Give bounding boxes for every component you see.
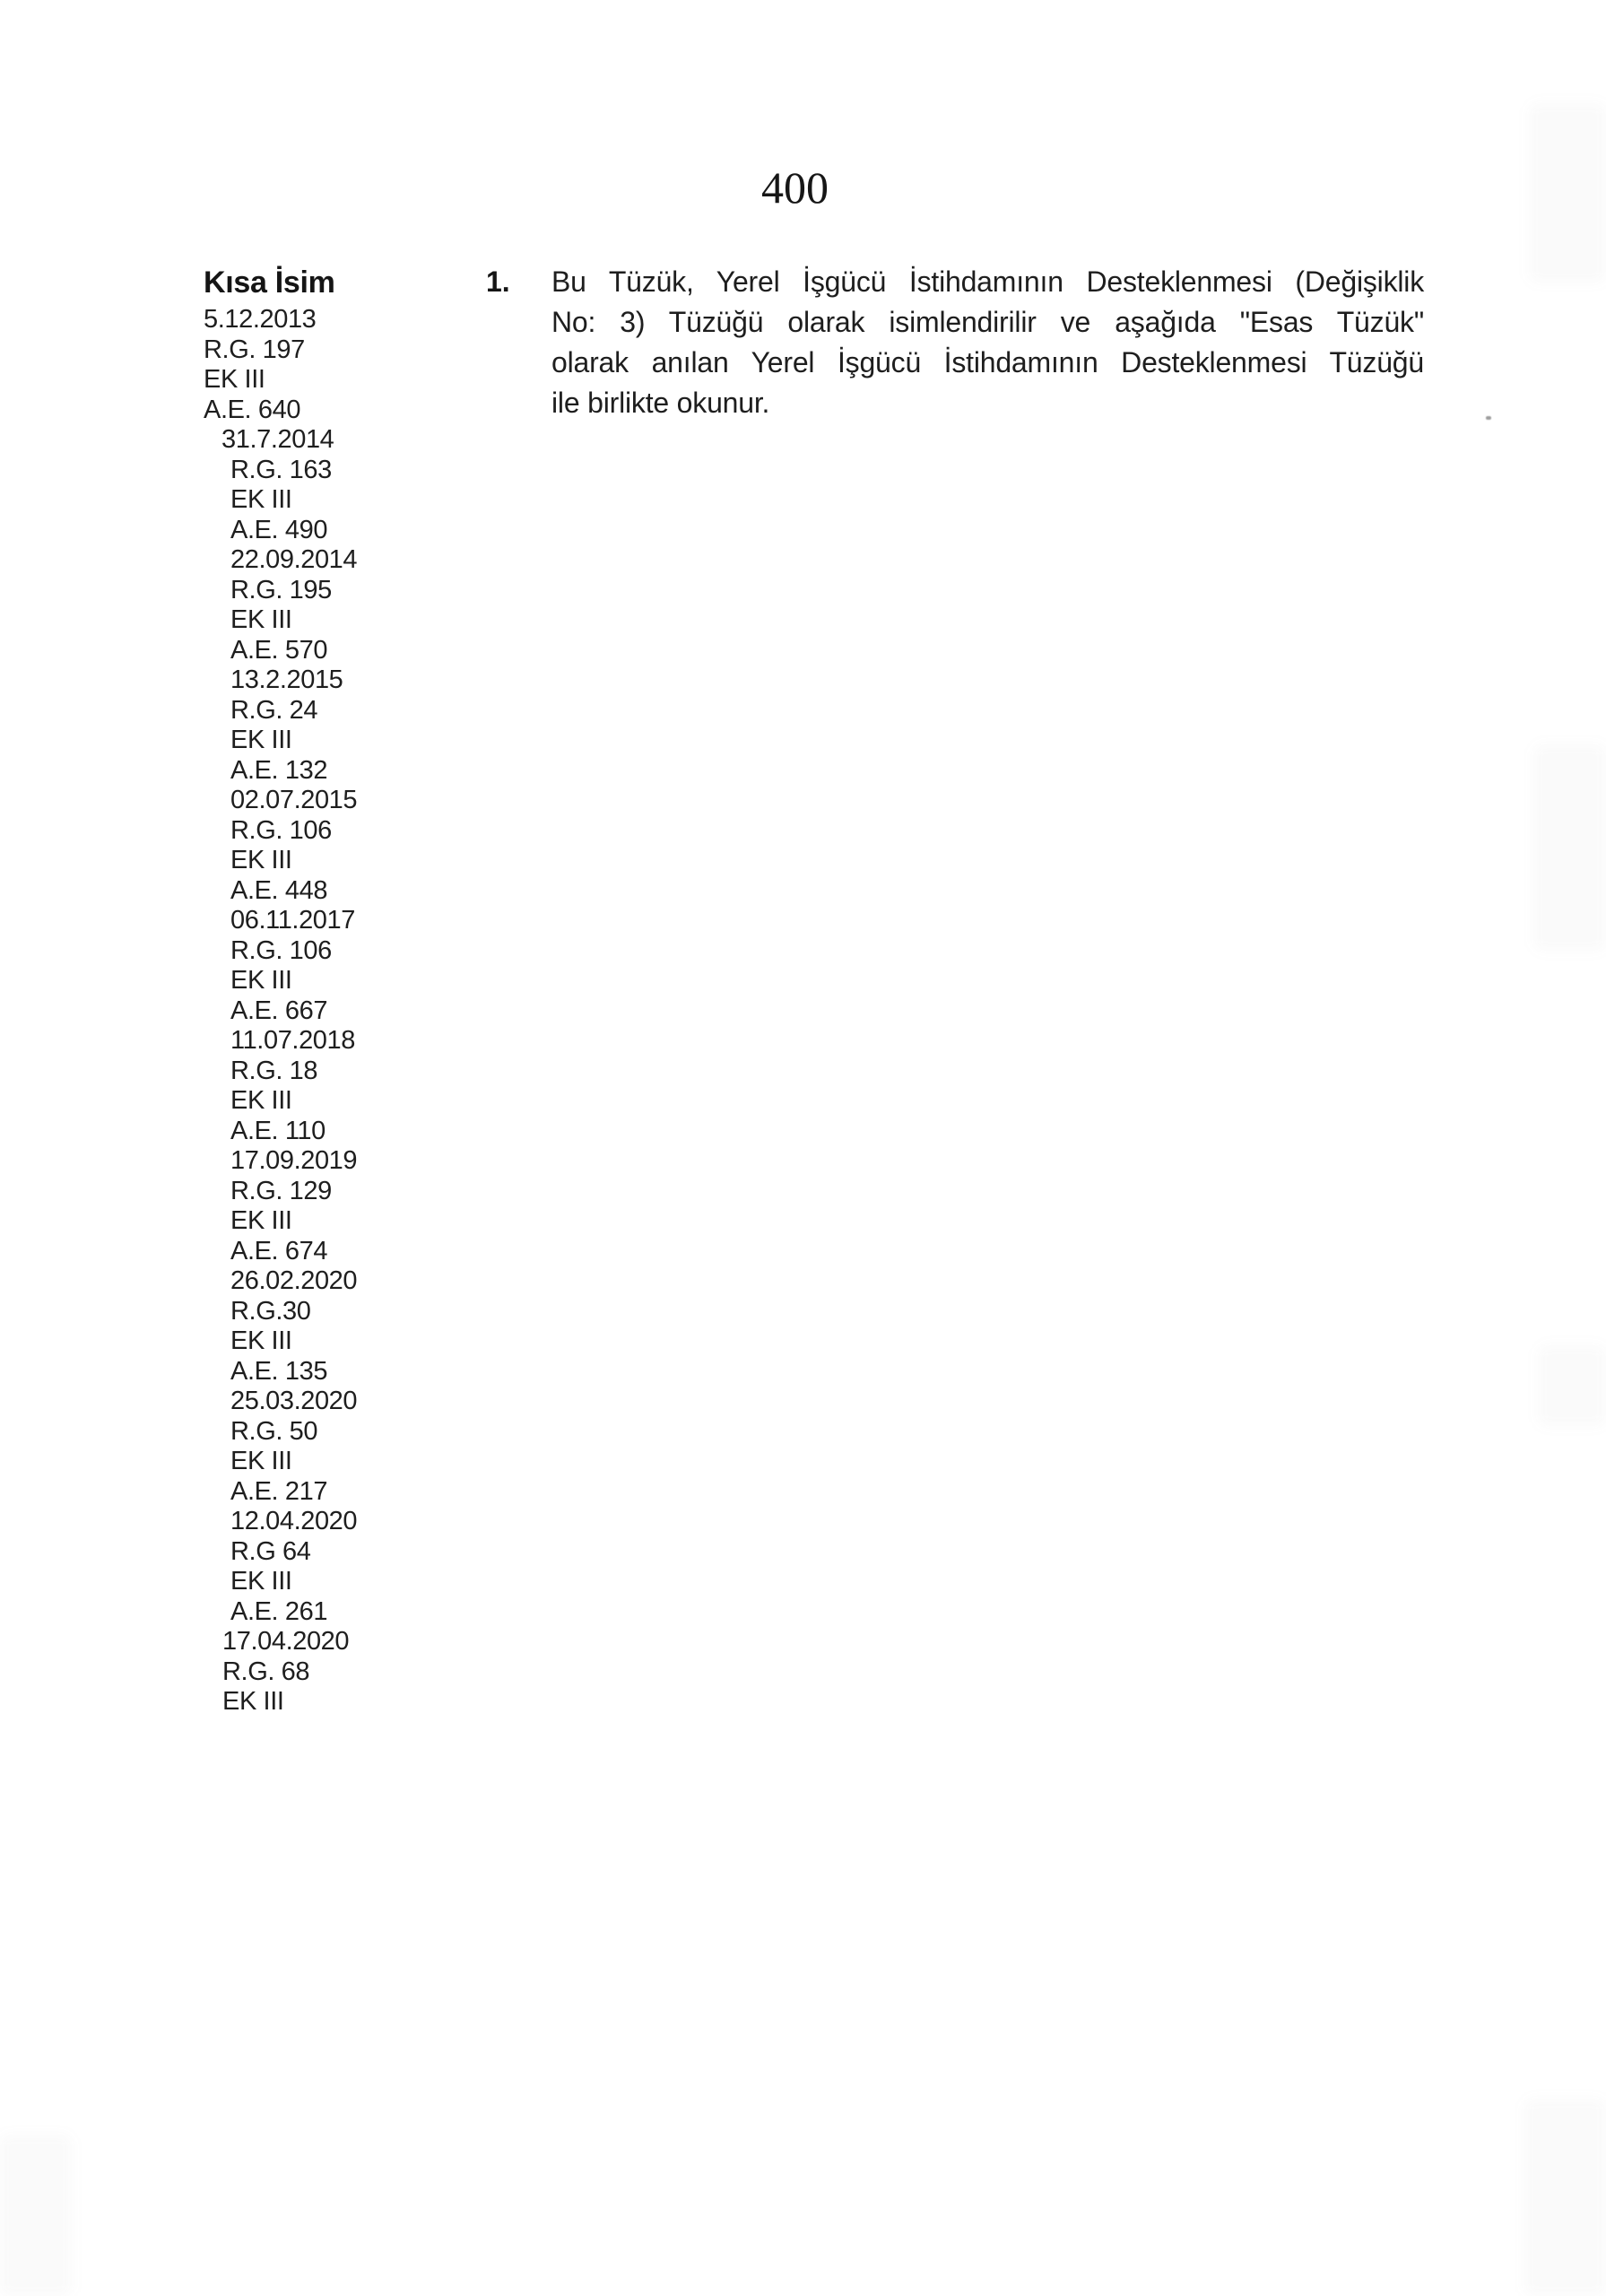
margin-note-line: A.E. 667 [230,996,328,1025]
margin-note-line: R.G. 18 [230,1056,318,1085]
margin-note-line: 13.2.2015 [230,665,343,694]
margin-note-line: EK III [230,1567,292,1596]
scan-artifact [0,2135,72,2296]
margin-note-line: 06.11.2017 [230,906,355,935]
margin-note-line: A.E. 217 [230,1476,328,1506]
margin-note-line: R.G. 106 [230,935,332,965]
margin-note-line: R.G. 50 [230,1416,318,1446]
margin-note-line: R.G. 195 [230,575,332,604]
margin-note-line: EK III [230,726,292,754]
margin-note-line: A.E. 132 [230,755,328,785]
margin-note-line: 22.09.2014 [230,545,358,574]
margin-note-line: 02.07.2015 [230,786,358,814]
margin-note-line: EK III [230,485,292,514]
margin-note-line: R.G. 197 [204,335,305,364]
margin-note-line: EK III [222,1687,284,1716]
margin-note-line: 26.02.2020 [230,1266,358,1295]
margin-note-line: R.G. 163 [230,455,332,484]
paragraph-line: olarak anılan Yerel İşgücü İstihdamının Desteklenmesi Tüzüğü [551,346,1424,378]
margin-note-line: R.G 64 [230,1536,311,1566]
paragraph-line: Bu Tüzük, Yerel İşgücü İstihdamının Desteklenmesi (Değişiklik [551,265,1424,298]
margin-note-line: EK III [204,365,265,394]
margin-note-line: R.G. 68 [222,1657,310,1686]
margin-note-line: EK III [230,1447,292,1475]
margin-note-line: R.G. 129 [230,1176,332,1205]
margin-note-line: 25.03.2020 [230,1387,358,1415]
margin-note-line: A.E. 448 [230,875,328,905]
scan-artifact [1538,1345,1606,1426]
clause-1 [486,262,1424,423]
margin-notes [204,260,526,1718]
margin-note-line: EK III [230,846,292,874]
margin-note-line: A.E. 640 [204,395,301,424]
clause-number: 1. [486,265,510,298]
scan-artifact [1529,103,1606,283]
margin-note-line: EK III [230,966,292,995]
margin-note-line: EK III [230,605,292,634]
clause-paragraph [551,262,1424,423]
margin-note-line: A.E. 674 [230,1236,328,1265]
page-number: 400 [761,162,829,213]
margin-note-line: A.E. 570 [230,635,328,665]
margin-notes-entries [204,305,526,1718]
margin-note-line: A.E. 110 [230,1116,326,1145]
margin-note-line: 31.7.2014 [221,425,334,454]
margin-notes-heading: Kısa İsim [204,265,335,300]
margin-note-line: 12.04.2020 [230,1507,358,1535]
margin-note-line: 5.12.2013 [204,305,317,334]
scan-artifact [1524,2099,1606,2296]
margin-note-line: A.E. 490 [230,515,328,544]
paragraph-line: ile birlikte okunur. [551,387,770,419]
margin-note-line: A.E. 261 [230,1596,328,1626]
margin-note-line: 17.09.2019 [230,1146,358,1175]
margin-note-line: A.E. 135 [230,1356,328,1386]
margin-note-line: R.G. 106 [230,815,332,845]
margin-note-line: 11.07.2018 [230,1026,355,1055]
paragraph-line: No: 3) Tüzüğü olarak isimlendirilir ve aşağıda "Esas Tüzük" [551,306,1424,338]
scan-speck [1486,416,1491,420]
margin-note-line: EK III [230,1086,292,1115]
margin-note-line: R.G. 24 [230,695,318,725]
margin-note-line: R.G.30 [230,1296,311,1326]
scan-artifact [1533,744,1606,951]
margin-note-line: EK III [230,1206,292,1235]
margin-note-line: EK III [230,1326,292,1355]
margin-note-line: 17.04.2020 [222,1627,350,1656]
